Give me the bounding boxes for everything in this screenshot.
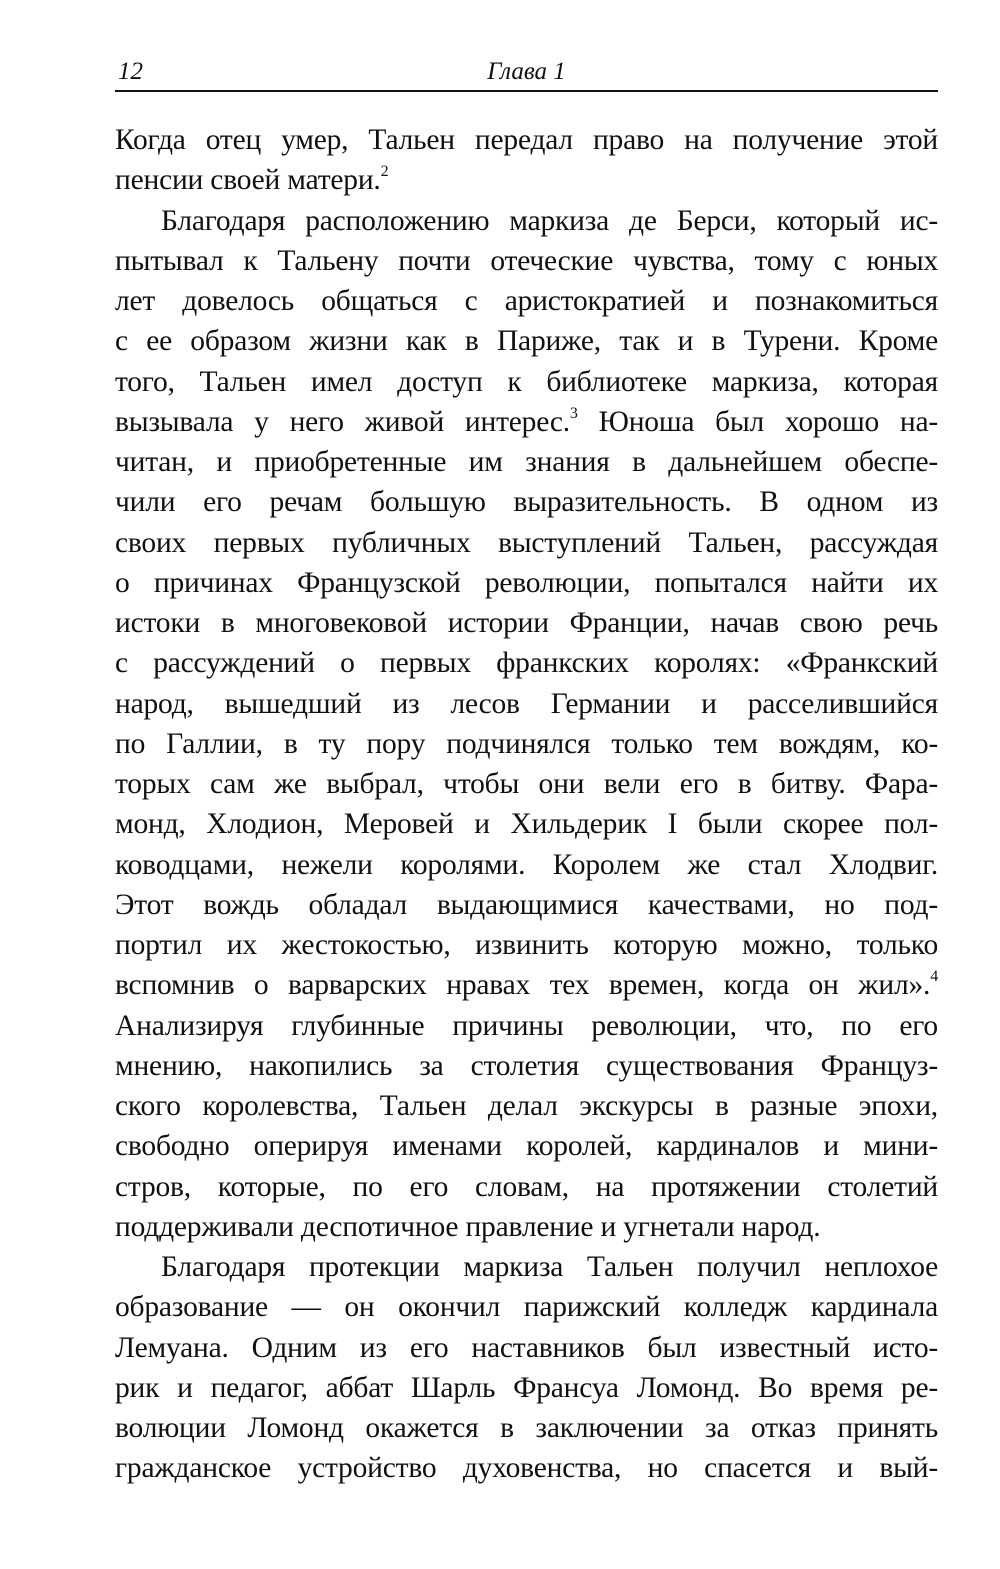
text-line <box>115 925 938 965</box>
page-number: 12 <box>118 58 143 85</box>
text-line <box>115 321 938 361</box>
text-line <box>115 1046 938 1086</box>
line-text: чили его речам большую выразительность. В одном из <box>115 486 938 519</box>
text-line <box>115 241 938 281</box>
text-line <box>115 1207 938 1247</box>
line-text: Благодаря протекции маркиза Тальен получил неплохое <box>161 1251 938 1283</box>
text-line <box>115 1408 938 1448</box>
line-text: Юноша был хорошо на- <box>577 405 938 438</box>
line-text: истоки в многовековой истории Франции, начав свою речь <box>115 607 938 639</box>
line-text: лет довелось общаться с аристократией и познакомиться <box>115 285 938 317</box>
line-text: с ее образом жизни как в Париже, так и в Турени. Кроме <box>115 325 938 358</box>
line-text: Когда отец умер, Тальен передал право на получение этой <box>115 124 938 156</box>
line-text: образование — он окончил парижский колледж кардинала <box>115 1291 938 1324</box>
text-line <box>115 523 938 563</box>
line-text: гражданское устройство духовенства, но спасется и вый- <box>115 1452 938 1485</box>
line-text: по Галлии, в ту пору подчинялся только тем вождям, ко- <box>115 727 938 760</box>
text-line <box>115 1167 938 1207</box>
text-line <box>115 1368 938 1408</box>
text-line <box>115 1247 938 1287</box>
line-text: Этот вождь обладал выдающимися качествами, но под- <box>115 888 938 921</box>
text-line <box>115 603 938 643</box>
line-text: ководцами, нежели королями. Королем же стал Хлодвиг. <box>115 848 938 881</box>
text-line <box>115 804 938 844</box>
line-text: читан, и приобретенные им знания в дальнейшем обеспе- <box>115 446 938 478</box>
line-text: Анализируя глубинные причины революции, что, по его <box>115 1009 938 1042</box>
footnote-ref: 2 <box>380 163 389 181</box>
footnote-ref: 4 <box>930 968 938 986</box>
line-text: Лемуана. Одним из его наставников был известный исто- <box>115 1331 938 1364</box>
line-text: торых сам же выбрал, чтобы они вели его в битву. Фара- <box>115 768 938 800</box>
line-text: портил их жестокостью, извинить которую можно, только <box>115 929 938 961</box>
line-text: того, Тальен имел доступ к библиотеке маркиза, которая <box>115 365 938 398</box>
text-line <box>115 442 938 482</box>
line-text: ского королевства, Тальен делал экскурсы в разные эпохи, <box>115 1090 938 1122</box>
page-body-text <box>115 120 938 1489</box>
line-text: волюции Ломонд окажется в заключении за отказ принять <box>115 1412 938 1444</box>
running-header <box>115 52 938 92</box>
line-text: стров, которые, по его словам, на протяжении столетий <box>115 1170 938 1203</box>
text-line <box>115 1328 938 1368</box>
text-line <box>115 1448 938 1488</box>
text-line <box>115 563 938 603</box>
line-text: своих первых публичных выступлений Тальен, рассуждая <box>115 526 938 559</box>
line-text: вспомнив о варварских нравах тех времен, когда он жил». <box>115 969 931 1002</box>
text-line <box>115 885 938 925</box>
text-line <box>115 643 938 683</box>
text-line <box>115 281 938 321</box>
line-text: пенсии своей матери. <box>115 164 381 197</box>
line-text: мнению, накопились за столетия существования Француз- <box>115 1049 938 1082</box>
text-line <box>115 724 938 764</box>
text-line <box>115 402 938 442</box>
text-line <box>115 845 938 885</box>
line-text: рик и педагог, аббат Шарль Франсуа Ломонд. Во время ре- <box>115 1371 938 1404</box>
chapter-title: Глава 1 <box>487 58 566 85</box>
text-line <box>115 1006 938 1046</box>
text-line <box>115 482 938 522</box>
line-text: монд, Хлодион, Меровей и Хильдерик I были скорее пол- <box>115 808 938 841</box>
line-text: о причинах Французской революции, попытался найти их <box>115 566 938 599</box>
text-line <box>115 160 938 200</box>
text-line <box>115 120 938 160</box>
line-text: с рассуждений о первых франкских королях: «Франкский <box>115 647 938 680</box>
text-line <box>115 764 938 804</box>
text-line <box>115 362 938 402</box>
text-line <box>115 684 938 724</box>
text-line <box>115 1287 938 1327</box>
line-text: пытывал к Тальену почти отеческие чувства, тому с юных <box>115 244 938 277</box>
text-line <box>115 201 938 241</box>
line-text: свободно оперируя именами королей, кардиналов и мини- <box>115 1130 938 1163</box>
line-text: Благодаря расположению маркиза де Берси, который ис- <box>161 204 938 237</box>
text-line <box>115 965 938 1005</box>
line-text: поддерживали деспотичное правление и угнетали народ. <box>115 1210 821 1243</box>
line-text: народ, вышедший из лесов Германии и расселившийся <box>115 687 938 720</box>
text-line <box>115 1126 938 1166</box>
line-text: вызывала у него живой интерес. <box>115 405 570 438</box>
footnote-ref: 3 <box>569 404 578 422</box>
text-line <box>115 1086 938 1126</box>
